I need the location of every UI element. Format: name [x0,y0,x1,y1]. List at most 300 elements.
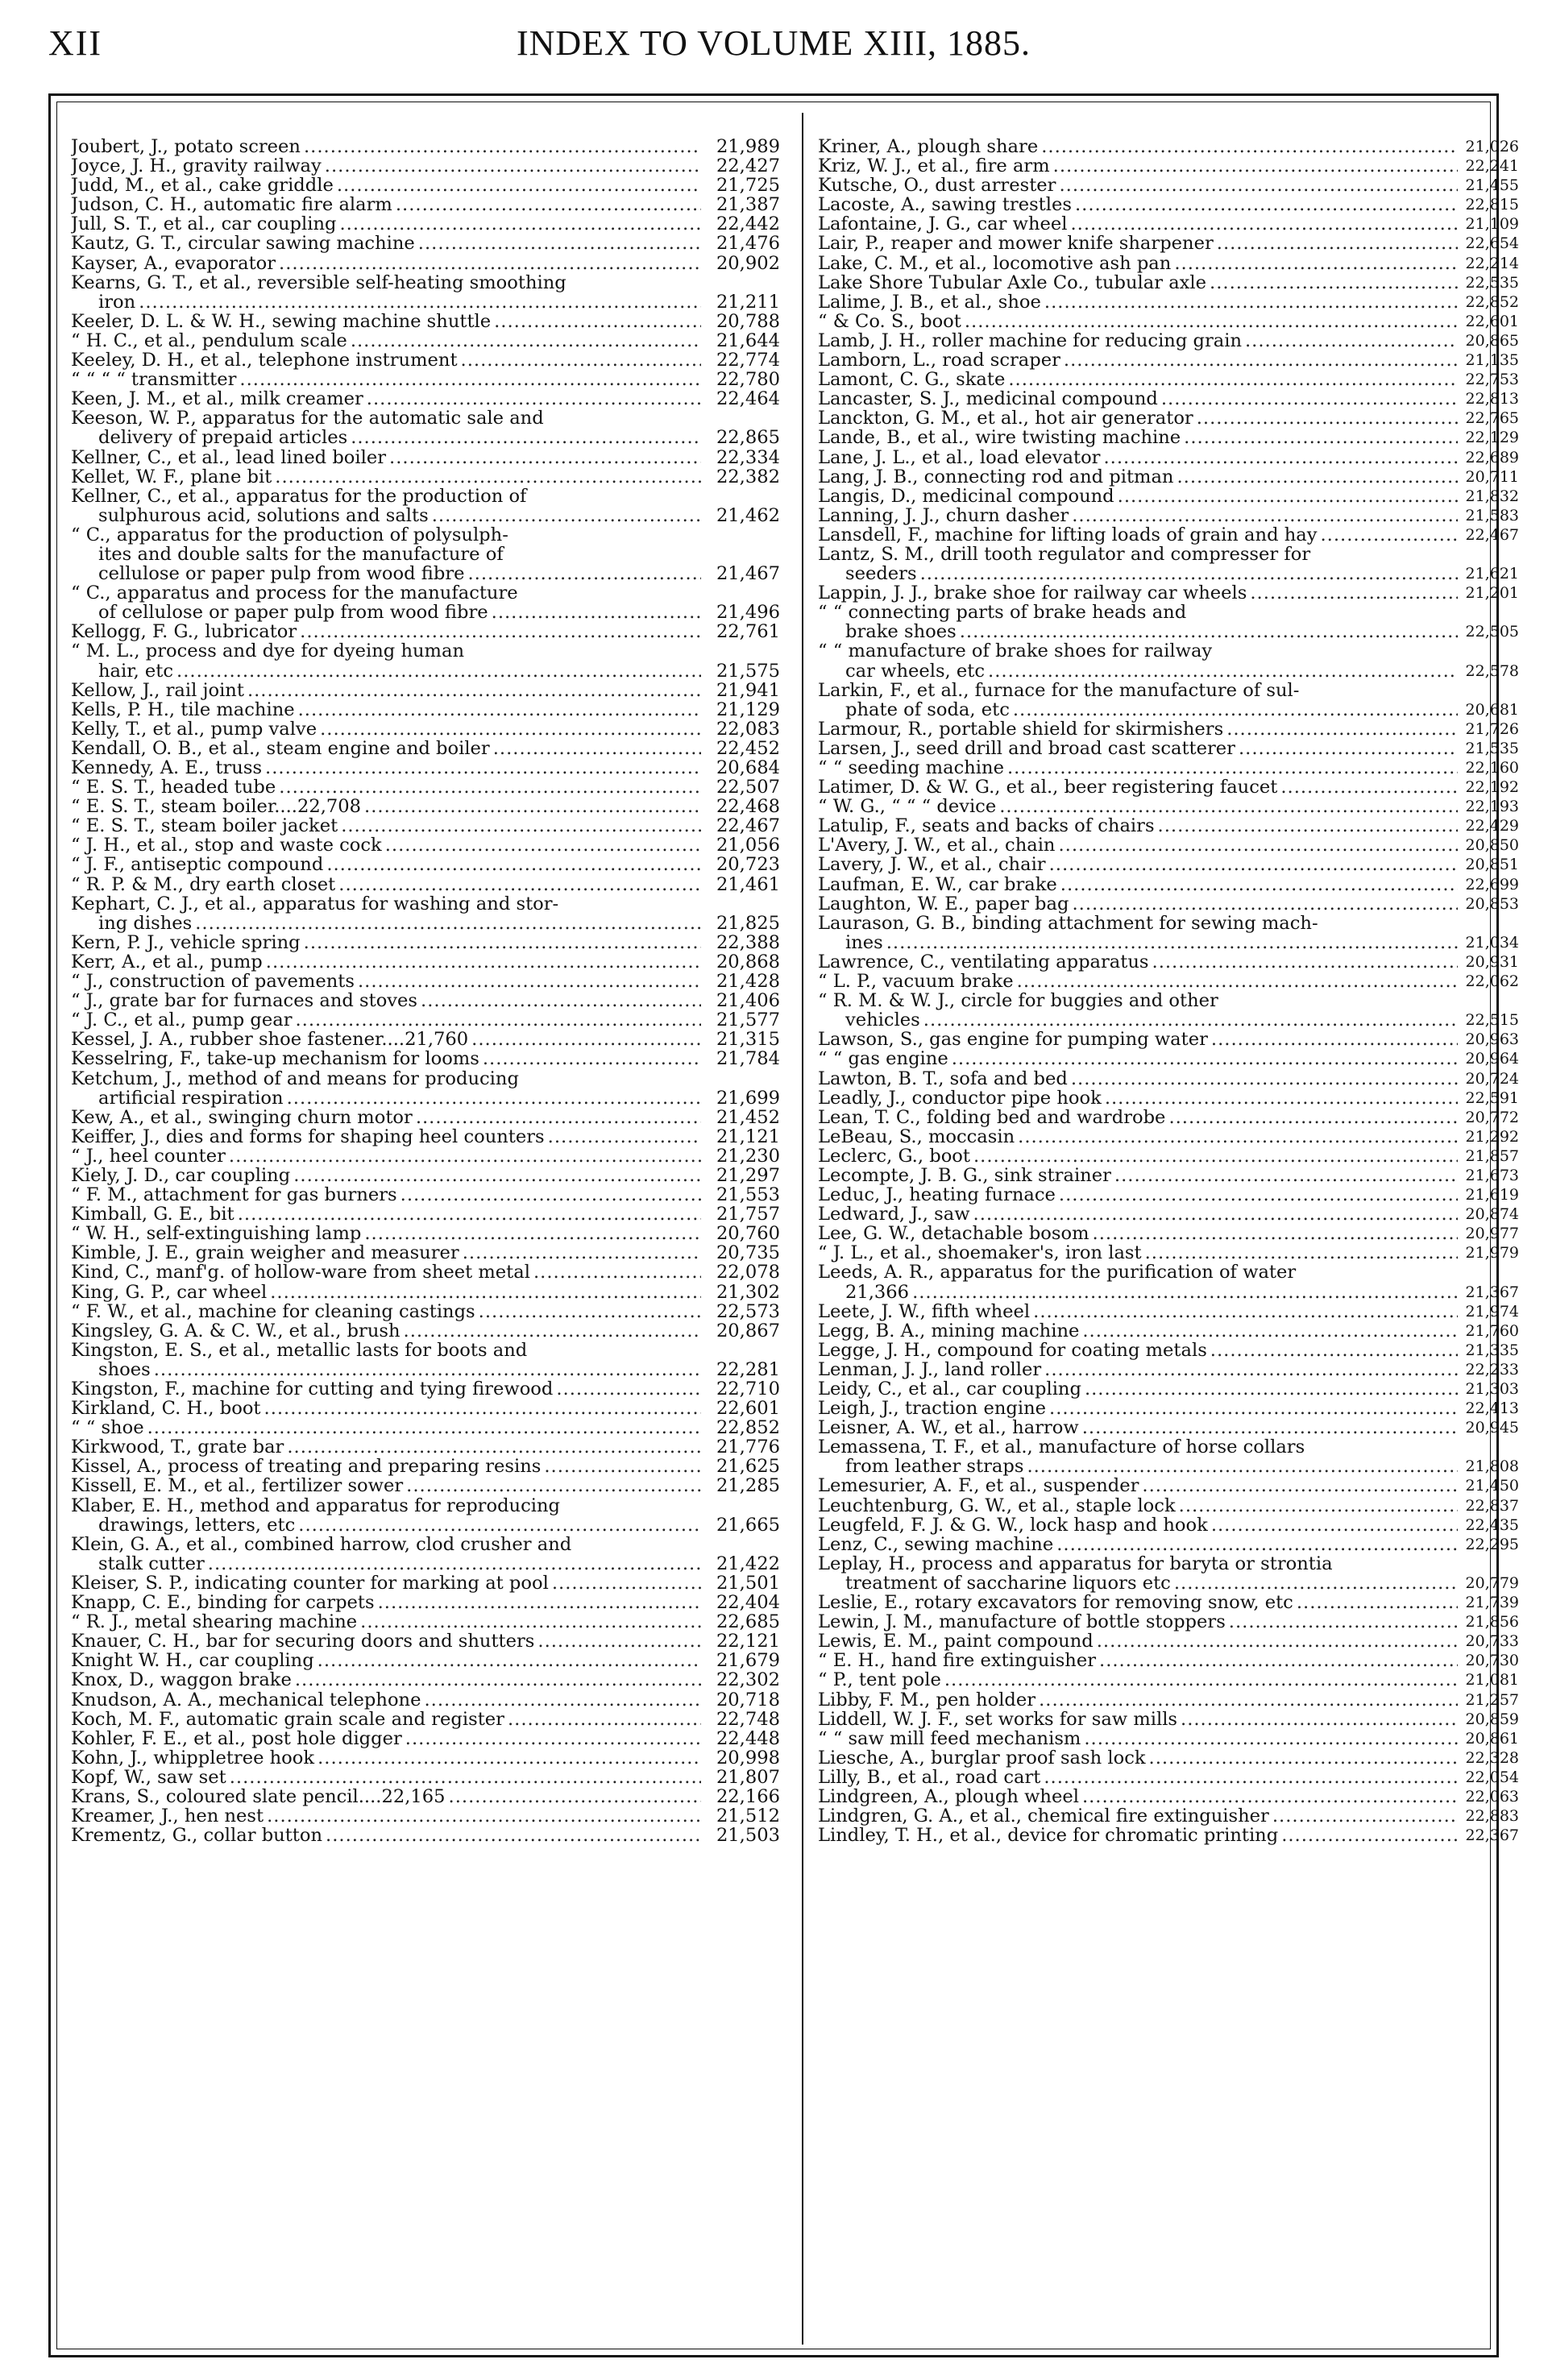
entry-text: Lee, G. W., detachable bosom ..... [818,1224,1458,1243]
index-entry [818,972,1519,991]
index-entry [71,816,780,835]
index-entry [818,739,1519,758]
index-entry [71,350,780,370]
index-entry [71,1399,780,1418]
entry-text: “ F. M., attachment for gas burners ..... [71,1185,701,1205]
entry-text: drawings, letters, etc ..... [98,1515,701,1535]
entry-number: 22,328 [1465,1748,1519,1767]
entry-number: 21,201 [1465,584,1519,603]
entry-number: 22,748 [716,1708,780,1730]
entry-number: 21,979 [1465,1244,1519,1263]
index-entry [71,1010,780,1030]
entry-number: 22,601 [1465,312,1519,330]
entry-text: Kearns, G. T., et al., reversible self-heating smoothing [71,272,566,292]
entry-text: Larmour, R., portable shield for skirmishers ..... [818,719,1458,739]
entry-number: 22,063 [1465,1787,1519,1806]
index-entry [818,448,1519,467]
entry-number: 21,081 [1465,1671,1519,1690]
entry-text: “ “ saw mill feed mechanism ..... [818,1729,1458,1748]
entry-text: ines ..... [845,933,1458,952]
entry-text: “ L. P., vacuum brake ..... [818,972,1458,991]
entry-text: L'Avery, J. W., et al., chain ..... [818,835,1458,855]
index-entry-continuation [818,564,1519,583]
entry-number: 22,241 [1465,157,1519,176]
index-entry [818,1030,1519,1049]
entry-number: 21,303 [1465,1380,1519,1398]
entry-text: “ E. S. T., steam boiler jacket ..... [71,816,701,835]
entry-number: 20,772 [1465,1108,1519,1126]
entry-text: Lecompte, J. B. G., sink strainer ..... [818,1166,1458,1185]
entry-number: 21,462 [716,504,780,526]
entry-number: 22,535 [1465,273,1519,292]
entry-text: Leugfeld, F. J. & G. W., lock hasp and hook ..... [818,1515,1458,1535]
index-entry-continuation [71,292,780,312]
entry-text: Klaber, E. H., method and apparatus for reproducing [71,1495,560,1515]
index-entry [818,1729,1519,1748]
index-entry [71,758,780,777]
entry-text: “ E. S. T., headed tube ..... [71,777,701,797]
index-entry [818,1224,1519,1243]
entry-text: Lewis, E. M., paint compound ..... [818,1632,1458,1651]
entry-number: 22,452 [716,737,780,759]
entry-number: 20,853 [1465,894,1519,913]
index-entry [818,1496,1519,1515]
entry-number: 22,578 [1465,661,1519,680]
entry-text: Kopf, W., saw set ..... [71,1768,701,1787]
entry-text: Lansdell, F., machine for lifting loads of grain and hay ..... [818,525,1458,545]
entry-number: 20,779 [1465,1574,1519,1592]
entry-text: Liddell, W. J. F., set works for saw mills ..... [818,1710,1458,1729]
entry-text: Kissell, E. M., et al., fertilizer sower ..... [71,1476,701,1495]
entry-number: 21,501 [716,1572,780,1594]
entry-number: 22,334 [716,446,780,468]
entry-text: Kerr, A., et al., pump ..... [71,952,701,972]
entry-number: 22,815 [1465,196,1519,214]
entry-text: delivery of prepaid articles ..... [98,428,701,447]
index-entry [71,972,780,991]
entry-text: “ R. M. & W. J., circle for buggies and other [818,991,1218,1011]
entry-text: Kew, A., et al., swinging churn motor ..... [71,1108,701,1127]
index-entry [71,448,780,467]
entry-number: 21,673 [1465,1166,1519,1184]
index-entry [71,1205,780,1224]
index-entry [818,1418,1519,1437]
entry-number: 21,496 [716,602,780,624]
index-entry [818,1515,1519,1535]
entry-text: Leidy, C., et al., car coupling ..... [818,1379,1458,1399]
entry-number: 22,507 [716,777,780,798]
entry-number: 20,859 [1465,1710,1519,1728]
entry-number: 21,302 [716,1281,780,1303]
page-title: INDEX TO VOLUME XIII, 1885. [516,23,1031,63]
entry-number: 22,852 [716,1417,780,1439]
index-entry [71,894,780,914]
index-entry [71,1457,780,1476]
entry-text: Klein, G. A., et al., combined harrow, clod crusher and [71,1534,572,1554]
entry-text: “ F. W., et al., machine for cleaning castings ..... [71,1302,701,1321]
entry-text: Leadly, J., conductor pipe hook ..... [818,1088,1458,1108]
entry-text: Kissel, A., process of treating and preparing resins ..... [71,1457,701,1476]
entry-text: Kellow, J., rail joint ..... [71,681,701,700]
entry-number: 21,583 [1465,506,1519,525]
entry-number: 22,852 [1465,292,1519,311]
entry-number: 22,813 [1465,390,1519,408]
index-entry-continuation [71,914,780,933]
index-entry [818,137,1519,156]
index-entry [818,1748,1519,1768]
index-entry [71,855,780,874]
entry-text: Judson, C. H., automatic fire alarm ..... [71,195,701,214]
entry-text: ing dishes ..... [98,914,701,933]
index-entry [818,816,1519,835]
index-entry [71,1283,780,1302]
index-entry [71,1806,780,1826]
entry-text: treatment of saccharine liquors etc ..... [845,1574,1458,1593]
entry-text: “ J. L., et al., shoemaker's, iron last ..... [818,1243,1458,1263]
entry-text: Lancaster, S. J., medicinal compound ..... [818,389,1458,408]
entry-number: 22,883 [1465,1807,1519,1826]
entry-text: “ “ connecting parts of brake heads and [818,603,1187,623]
entry-number: 20,867 [716,1320,780,1341]
entry-number: 21,387 [716,194,780,216]
index-entry-continuation [71,1515,780,1535]
entry-text: Lair, P., reaper and mower knife sharpener ..... [818,234,1458,253]
entry-text: sulphurous acid, solutions and salts ..... [98,506,701,525]
index-entry [818,1690,1519,1710]
index-entry [818,1379,1519,1399]
index-entry-continuation [71,1360,780,1379]
entry-number: 22,761 [716,621,780,643]
entry-number: 21,619 [1465,1186,1519,1205]
entry-number: 22,467 [716,815,780,837]
entry-text: Lamborn, L., road scraper ..... [818,350,1458,370]
entry-text: “ R. P. & M., dry earth closet ..... [71,875,701,894]
index-entry [818,1554,1519,1574]
index-entry [818,176,1519,195]
entry-text: “ R. J., metal shearing machine ..... [71,1612,701,1632]
entry-text: vehicles ..... [845,1010,1458,1030]
entry-text: iron ..... [98,292,701,312]
entry-text: Kendall, O. B., et al., steam engine and boiler ..... [71,739,701,758]
entry-number: 22,573 [716,1300,780,1322]
entry-text: Krans, S., coloured slate pencil....22,165 ..... [71,1787,701,1806]
index-entry [818,156,1519,176]
index-entry [71,1826,780,1845]
entry-text: Ketchum, J., method of and means for producing [71,1068,519,1088]
entry-text: hair, etc ..... [98,661,701,681]
index-entry [818,1670,1519,1690]
entry-number: 20,681 [1465,700,1519,719]
entry-text: “ C., apparatus and process for the manufacture [71,583,518,603]
entry-text: Knauer, C. H., bar for securing doors and shutters ..... [71,1632,701,1651]
entry-text: Lacoste, A., sawing trestles ..... [818,195,1458,214]
entry-text: Larkin, F., et al., furnace for the manufacture of sul- [818,680,1300,700]
index-entry [818,1476,1519,1495]
entry-text: Lawrence, C., ventilating apparatus ..... [818,952,1458,972]
entry-text: Leisner, A. W., et al., harrow ..... [818,1418,1458,1437]
entry-text: “ & Co. S., boot ..... [818,312,1458,331]
entry-number: 21,428 [716,971,780,993]
entry-text: Kingsley, G. A. & C. W., et al., brush ..... [71,1321,701,1341]
entry-number: 22,780 [716,369,780,391]
entry-text: Latulip, F., seats and backs of chairs ..... [818,816,1458,835]
index-entry [71,1418,780,1437]
entry-number: 22,774 [716,350,780,371]
index-entry-continuation [71,506,780,525]
entry-number: 20,760 [716,1223,780,1245]
entry-number: 21,577 [716,1010,780,1031]
entry-number: 21,553 [716,1184,780,1206]
entry-text: “ “ gas engine ..... [818,1049,1458,1068]
entry-number: 22,699 [1465,875,1519,894]
entry-text: Leduc, J., heating furnace ..... [818,1185,1458,1205]
entry-text: 21,366 ..... [845,1283,1458,1302]
entry-text: Keeler, D. L. & W. H., sewing machine shuttle ..... [71,312,701,331]
entry-number: 20,963 [1465,1030,1519,1049]
entry-text: Lalime, J. B., et al., shoe ..... [818,292,1458,312]
index-entry [71,1748,780,1768]
entry-number: 22,865 [716,427,780,449]
entry-number: 22,166 [716,1785,780,1807]
index-entry [71,719,780,739]
index-entry [71,467,780,487]
index-entry [71,214,780,234]
entry-text: “ J., grate bar for furnaces and stoves ..... [71,991,701,1010]
entry-number: 20,865 [1465,331,1519,350]
entry-text: Kautz, G. T., circular sawing machine ..... [71,234,701,253]
entry-text: “ “ manufacture of brake shoes for railway [818,641,1213,661]
entry-text: Kellet, W. F., plane bit ..... [71,467,701,487]
entry-number: 22,388 [716,931,780,953]
index-entry [818,273,1519,292]
index-entry [71,875,780,894]
index-entry [818,1806,1519,1826]
entry-number: 22,435 [1465,1515,1519,1534]
entry-text: “ C., apparatus for the production of polysulph- [71,525,508,545]
entry-text: Knapp, C. E., binding for carpets ..... [71,1593,701,1612]
entry-text: Kriz, W. J., et al., fire arm ..... [818,156,1458,176]
index-entry [818,1593,1519,1612]
index-entry [818,1127,1519,1146]
index-entry [818,777,1519,797]
entry-text: Lindley, T. H., et al., device for chromatic printing ..... [818,1826,1458,1845]
index-entry-continuation [71,661,780,681]
index-entry [818,1069,1519,1088]
index-entry [71,1263,780,1282]
index-entry [71,1185,780,1205]
entry-text: “ E. H., hand fire extinguisher ..... [818,1651,1458,1670]
entry-text: Kohn, J., whippletree hook ..... [71,1748,701,1768]
index-entry-continuation [818,622,1519,641]
index-entry [71,641,780,661]
entry-number: 20,861 [1465,1729,1519,1748]
entry-number: 20,931 [1465,952,1519,971]
entry-text: Legg, B. A., mining machine ..... [818,1321,1458,1341]
entry-number: 21,807 [716,1766,780,1788]
entry-text: “ W. G., “ “ “ device ..... [818,797,1458,816]
entry-text: Lemassena, T. F., et al., manufacture of horse collars [818,1437,1305,1457]
entry-text: King, G. P., car wheel ..... [71,1283,701,1302]
entry-number: 21,230 [716,1145,780,1167]
index-entry-continuation [71,1554,780,1574]
entry-number: 20,733 [1465,1632,1519,1651]
entry-number: 21,109 [1465,215,1519,234]
index-entry [818,797,1519,816]
index-entry [71,1379,780,1399]
index-entry [818,875,1519,894]
right-index-column [818,137,1519,1845]
entry-number: 22,515 [1465,1011,1519,1030]
index-entry [71,933,780,952]
index-entry [71,1729,780,1748]
index-entry [71,1710,780,1729]
entry-text: Lantz, S. M., drill tooth regulator and compresser for [818,544,1311,565]
index-entry [71,1768,780,1787]
entry-number: 22,413 [1465,1399,1519,1418]
entry-number: 20,902 [716,252,780,274]
entry-text: Kellner, C., et al., lead lined boiler ..... [71,448,701,467]
entry-number: 22,160 [1465,759,1519,777]
entry-number: 21,989 [716,136,780,157]
entry-text: “ J. F., antiseptic compound ..... [71,855,701,874]
entry-text: Lemesurier, A. F., et al., suspender ..... [818,1476,1458,1495]
index-entry-continuation [71,428,780,447]
index-entry [71,176,780,195]
entry-number: 22,468 [716,796,780,818]
entry-number: 22,601 [716,1398,780,1420]
entry-number: 20,851 [1465,856,1519,874]
index-entry [818,1088,1519,1108]
index-entry-continuation [818,661,1519,681]
index-entry [71,1670,780,1690]
index-entry [71,156,780,176]
entry-number: 22,233 [1465,1360,1519,1379]
entry-number: 22,591 [1465,1088,1519,1107]
index-entry [71,1302,780,1321]
entry-number: 21,121 [716,1126,780,1147]
entry-number: 22,710 [716,1379,780,1399]
entry-number: 21,467 [716,563,780,585]
entry-text: Lafontaine, J. G., car wheel ..... [818,214,1458,234]
column-divider [802,113,803,2345]
index-entry [818,603,1519,622]
entry-text: Kimble, J. E., grain weigher and measurer ..... [71,1243,701,1263]
entry-number: 22,685 [716,1611,780,1633]
index-entry [71,1069,780,1088]
entry-number: 21,535 [1465,739,1519,757]
entry-number: 22,083 [716,718,780,740]
index-entry [818,1651,1519,1670]
entry-text: Lawson, S., gas engine for pumping water ..... [818,1030,1458,1049]
entry-number: 22,765 [1465,409,1519,428]
entry-text: “ H. C., et al., pendulum scale ..... [71,331,701,350]
entry-text: Keiffer, J., dies and forms for shaping heel counters ..... [71,1127,701,1146]
entry-text: “ W. H., self-extinguishing lamp ..... [71,1224,701,1243]
index-entry [818,641,1519,661]
entry-text: shoes ..... [98,1360,701,1379]
index-entry [818,1321,1519,1341]
entry-number: 21,297 [716,1164,780,1186]
index-entry [818,952,1519,972]
index-entry [71,1787,780,1806]
entry-text: Larsen, J., seed drill and broad cast scatterer ..... [818,739,1458,758]
index-entry [818,331,1519,350]
index-entry [818,1205,1519,1224]
entry-number: 21,211 [716,291,780,313]
entry-text: Lappin, J. J., brake shoe for railway car wheels ..... [818,583,1458,603]
entry-text: Kennedy, A. E., truss ..... [71,758,701,777]
entry-text: phate of soda, etc ..... [845,700,1458,719]
entry-text: Laufman, E. W., car brake ..... [818,875,1458,894]
entry-text: Langis, D., medicinal compound ..... [818,487,1458,506]
entry-text: Lewin, J. M., manufacture of bottle stoppers ..... [818,1612,1458,1632]
index-entry [818,467,1519,487]
entry-number: 21,135 [1465,351,1519,370]
entry-text: Kephart, C. J., et al., apparatus for washing and stor- [71,894,559,914]
index-entry [71,622,780,641]
entry-text: Knox, D., waggon brake ..... [71,1670,701,1690]
entry-text: Leete, J. W., fifth wheel ..... [818,1302,1458,1321]
entry-text: Kingston, E. S., et al., metallic lasts for boots and [71,1340,528,1360]
entry-number: 22,062 [1465,972,1519,991]
entry-text: Jull, S. T., et al., car coupling ..... [71,214,701,234]
entry-text: Kellner, C., et al., apparatus for the production of [71,486,527,506]
entry-number: 20,718 [716,1689,780,1710]
index-entry [818,1185,1519,1205]
index-entry [818,914,1519,933]
entry-text: “ “ “ “ transmitter ..... [71,370,701,389]
entry-number: 22,078 [716,1262,780,1283]
entry-number: 21,644 [716,330,780,351]
entry-number: 22,442 [716,214,780,235]
index-entry [71,835,780,855]
entry-number: 20,723 [716,854,780,876]
index-entry [71,1437,780,1457]
entry-number: 22,429 [1465,817,1519,835]
index-entry [71,1243,780,1263]
entry-text: Koch, M. F., automatic grain scale and register ..... [71,1710,701,1729]
index-entry-continuation [818,933,1519,952]
index-entry [71,1690,780,1710]
entry-text: Lamont, C. G., skate ..... [818,370,1458,389]
index-entry [71,1574,780,1593]
entry-number: 21,034 [1465,933,1519,952]
entry-text: “ “ shoe ..... [71,1418,701,1437]
index-entry [71,389,780,408]
entry-number: 21,679 [716,1650,780,1672]
entry-number: 22,281 [716,1358,780,1380]
entry-text: Liesche, A., burglar proof sash lock ..... [818,1748,1458,1768]
entry-text: Keeley, D. H., et al., telephone instrument ..... [71,350,701,370]
entry-text: “ J., construction of pavements ..... [71,972,701,991]
entry-text: Kellogg, F. G., lubricator ..... [71,622,701,641]
index-entry [818,350,1519,370]
entry-text: Knudson, A. A., mechanical telephone ..... [71,1690,701,1710]
entry-text: Legge, J. H., compound for coating metals ..... [818,1341,1458,1360]
entry-text: Lang, J. B., connecting rod and pitman ..... [818,467,1458,487]
entry-text: Kiely, J. D., car coupling ..... [71,1166,701,1185]
index-entry [71,583,780,603]
entry-number: 22,054 [1465,1768,1519,1786]
entry-number: 22,192 [1465,778,1519,797]
entry-text: ites and double salts for the manufacture of [98,544,504,565]
entry-number: 21,315 [716,1029,780,1051]
entry-text: “ M. L., process and dye for dyeing human [71,641,465,661]
entry-number: 21,665 [716,1514,780,1536]
index-entry [818,1612,1519,1632]
index-entry [71,991,780,1010]
entry-number: 20,735 [716,1242,780,1264]
